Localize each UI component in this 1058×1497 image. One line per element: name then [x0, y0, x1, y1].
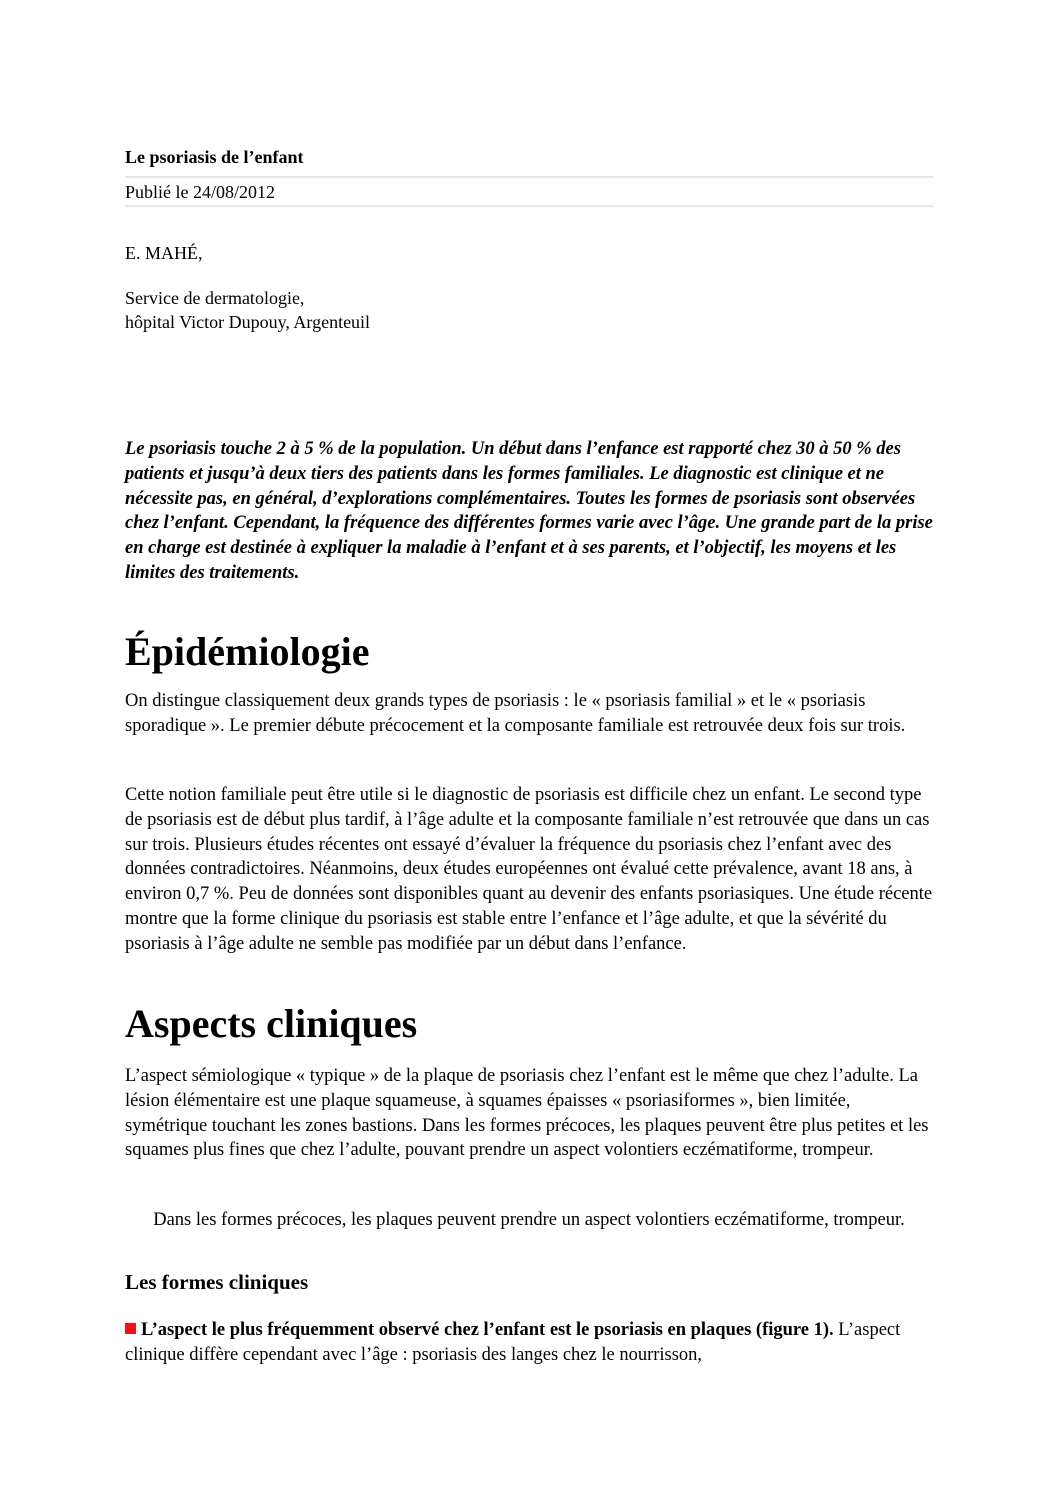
section-heading-epidemiologie: Épidémiologie [125, 629, 370, 674]
lead-sentence: L’aspect le plus fréquemment observé chez l’enfant est le psoriasis en plaques (figure 1). [141, 1320, 834, 1340]
author-name: E. MAHÉ, [125, 243, 203, 263]
paragraph: On distingue classiquement deux grands types de psoriasis : le « psoriasis familial » et le « psoriasis sporadique ». Le premier débute précocement et la composante familiale est retrouvée deux fois sur trois. [125, 691, 906, 736]
section-heading-aspects-cliniques: Aspects cliniques [125, 1001, 418, 1046]
article-title: Le psoriasis de l’enfant [125, 147, 304, 167]
paragraph-continuation: L’aspect clinique diffère cependant avec l’âge : psoriasis des langes chez le nourrisson, [125, 1320, 901, 1365]
publish-date: Publié le 24/08/2012 [125, 182, 275, 202]
affiliation-line-2: hôpital Victor Dupouy, Argenteuil [125, 312, 371, 332]
subsection-heading-formes-cliniques: Les formes cliniques [125, 1270, 309, 1294]
paragraph [125, 1318, 937, 1368]
divider [125, 176, 933, 178]
red-square-bullet-icon [125, 1323, 136, 1334]
abstract: Le psoriasis touche 2 à 5 % de la population. Un début dans l’enfance est rapporté chez 30 à 50 % des patients et jusqu’à deux tiers des patients dans les formes familiales. Le diagnostic est clinique et ne nécessite pas, en général, d’explorations complémentaires. Toutes les formes de psoriasis sont observées chez l’enfant. Cependant, la fréquence des différentes formes varie avec l’âge. Une grande part de la prise en charge est destinée à expliquer la maladie à l’enfant et à ses parents, et l’objectif, les moyens et les limites des traitements. [125, 439, 933, 583]
author-affiliation [125, 286, 370, 334]
affiliation-line-1: Service de dermatologie, [125, 288, 305, 308]
paragraph: L’aspect sémiologique « typique » de la plaque de psoriasis chez l’enfant est le même que chez l’adulte. La lésion élémentaire est une plaque squameuse, à squames épaisses « psoriasiformes », bien limitée, symétrique touchant les zones bastions. Dans les formes précoces, les plaques peuvent être plus petites et les squames plus fines que chez l’adulte, pouvant prendre un aspect volontiers eczématiforme, trompeur. [125, 1066, 929, 1161]
paragraph: Cette notion familiale peut être utile si le diagnostic de psoriasis est difficile chez un enfant. Le second type de psoriasis est de début plus tardif, à l’âge adulte et la composante familiale n’est retrouvée que dans un cas sur trois. Plusieurs études récentes ont essayé d’évaluer la fréquence du psoriasis chez l’enfant avec des données contradictoires. Néanmoins, deux études européennes ont évalué cette prévalence, avant 18 ans, à environ 0,7 %. Peu de données sont disponibles quant au devenir des enfants psoriasiques. Une étude récente montre que la forme clinique du psoriasis est stable entre l’enfance et l’âge adulte, et que la sévérité du psoriasis à l’âge adulte ne semble pas modifiée par un début dans l’enfance. [125, 785, 933, 954]
divider [125, 205, 933, 207]
pull-quote: Dans les formes précoces, les plaques peuvent prendre un aspect volontiers eczématiforme, trompeur. [153, 1210, 905, 1230]
